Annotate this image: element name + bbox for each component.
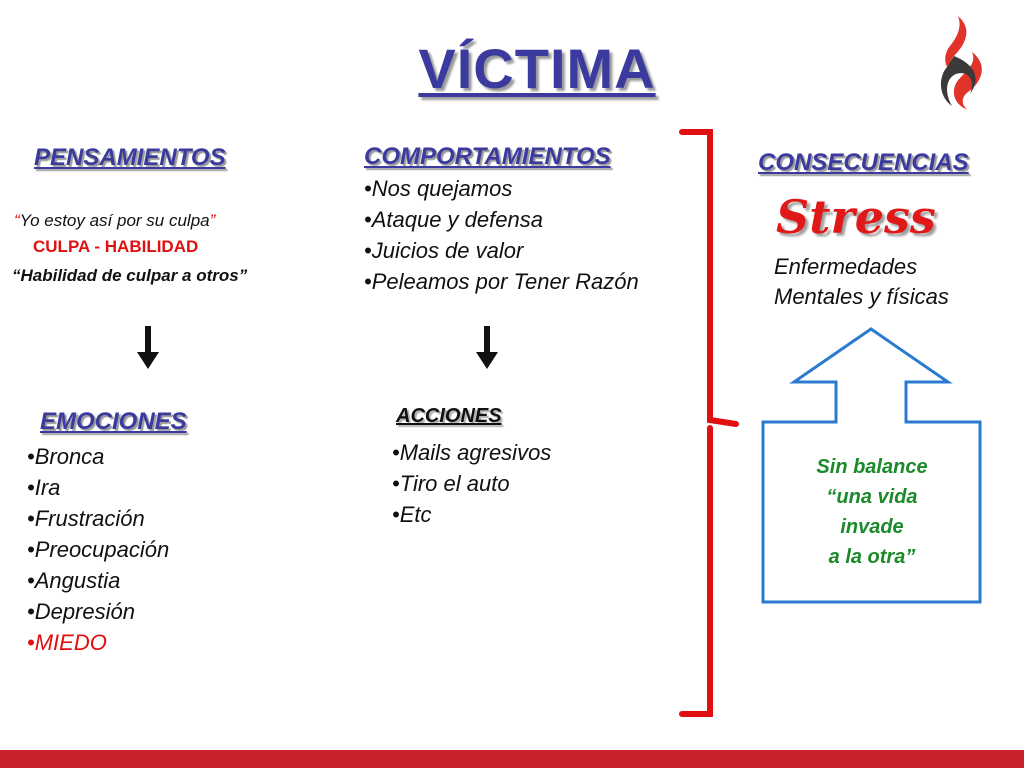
list-item: • Frustración	[27, 503, 169, 534]
list-item: • Angustia	[27, 565, 169, 596]
comportamientos-heading: COMPORTAMIENTOS	[364, 143, 611, 170]
list-item: • Ira	[27, 472, 169, 503]
list-item: • Depresión	[27, 596, 169, 627]
quote-close: ”	[209, 211, 216, 230]
list-item: • Nos quejamos	[364, 173, 639, 204]
bottom-bar	[0, 750, 1024, 768]
flame-logo-icon	[930, 12, 1000, 112]
balance-line: a la otra”	[828, 546, 916, 568]
pensamientos-heading: PENSAMIENTOS	[34, 144, 226, 171]
emociones-list	[27, 441, 169, 658]
acciones-list	[392, 437, 551, 530]
balance-line: “una vida	[826, 486, 918, 508]
balance-line: Sin balance	[816, 456, 928, 478]
consecuencias-text	[774, 252, 949, 312]
acciones-heading: ACCIONES	[396, 405, 502, 427]
curly-brace-icon	[676, 126, 746, 722]
habilidad-quote: “Habilidad de culpar a otros”	[12, 266, 248, 285]
quote-open: “	[14, 211, 20, 230]
list-item: • Bronca	[27, 441, 169, 472]
page-title: VÍCTIMA	[418, 37, 656, 100]
miedo-item: • MIEDO	[27, 627, 169, 658]
list-item: • Juicios de valor	[364, 235, 639, 266]
list-item: • Mails agresivos	[392, 437, 551, 468]
mentales-line: Mentales y físicas	[774, 284, 949, 309]
stress-label: Stress	[776, 190, 936, 244]
down-arrow-icon	[475, 326, 499, 370]
quote-text: Yo estoy así por su culpa	[19, 211, 210, 230]
list-item: • Peleamos por Tener Razón	[364, 266, 639, 297]
enfermedades-line: Enfermedades	[774, 254, 918, 279]
emociones-heading: EMOCIONES	[40, 408, 187, 435]
culpa-habilidad: CULPA - HABILIDAD	[33, 237, 199, 256]
list-item: • Tiro el auto	[392, 468, 551, 499]
list-item: • Etc	[392, 499, 551, 530]
list-item: • Preocupación	[27, 534, 169, 565]
comportamientos-list	[364, 173, 639, 297]
balance-box-text	[764, 452, 980, 572]
down-arrow-icon	[136, 326, 160, 370]
consecuencias-heading: CONSECUENCIAS	[758, 149, 969, 176]
balance-line: invade	[840, 516, 904, 538]
pensamiento-quote	[14, 211, 215, 231]
list-item: • Ataque y defensa	[364, 204, 639, 235]
